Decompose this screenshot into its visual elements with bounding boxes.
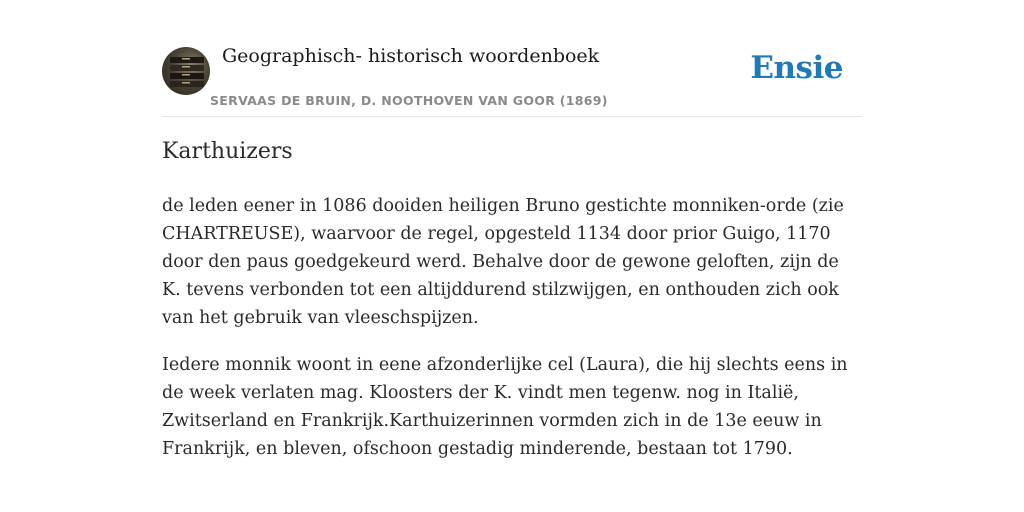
book-spines-icon xyxy=(162,47,210,95)
entry-body xyxy=(162,192,862,482)
ensie-logo[interactable]: Ensie xyxy=(750,50,843,86)
paragraph: Iedere monnik woont in eene afzonderlijke cel (Laura), die hij slechts eens in de week verlaten mag. Kloosters der K. vindt men tegenw. nog in Italië, Zwitserland en Frankrijk.Karthuizerinnen vormden zich in de 13e eeuw in Frankrijk, en bleven, ofschoon gestadig minderende, bestaan tot 1790. xyxy=(162,355,848,459)
book-title-link[interactable]: Geographisch- historisch woordenboek xyxy=(222,45,600,67)
header xyxy=(162,40,862,117)
book-avatar[interactable] xyxy=(162,47,210,95)
entry-title: Karthuizers xyxy=(162,139,293,164)
paragraph: de leden eener in 1086 dooiden heiligen Bruno gestichte monniken-orde (zie CHARTREUSE), waarvoor de regel, opgesteld 1134 door prior Guigo, 1170 door den paus goedgekeurd werd. Behalve door de gewone geloften, zijn de K. tevens verbonden tot een altijddurend stilzwijgen, en onthouden zich ook van het gebruik van vleeschspijzen. xyxy=(162,196,844,328)
book-authors: SERVAAS DE BRUIN, D. NOOTHOVEN VAN GOOR (1869) xyxy=(210,93,608,108)
